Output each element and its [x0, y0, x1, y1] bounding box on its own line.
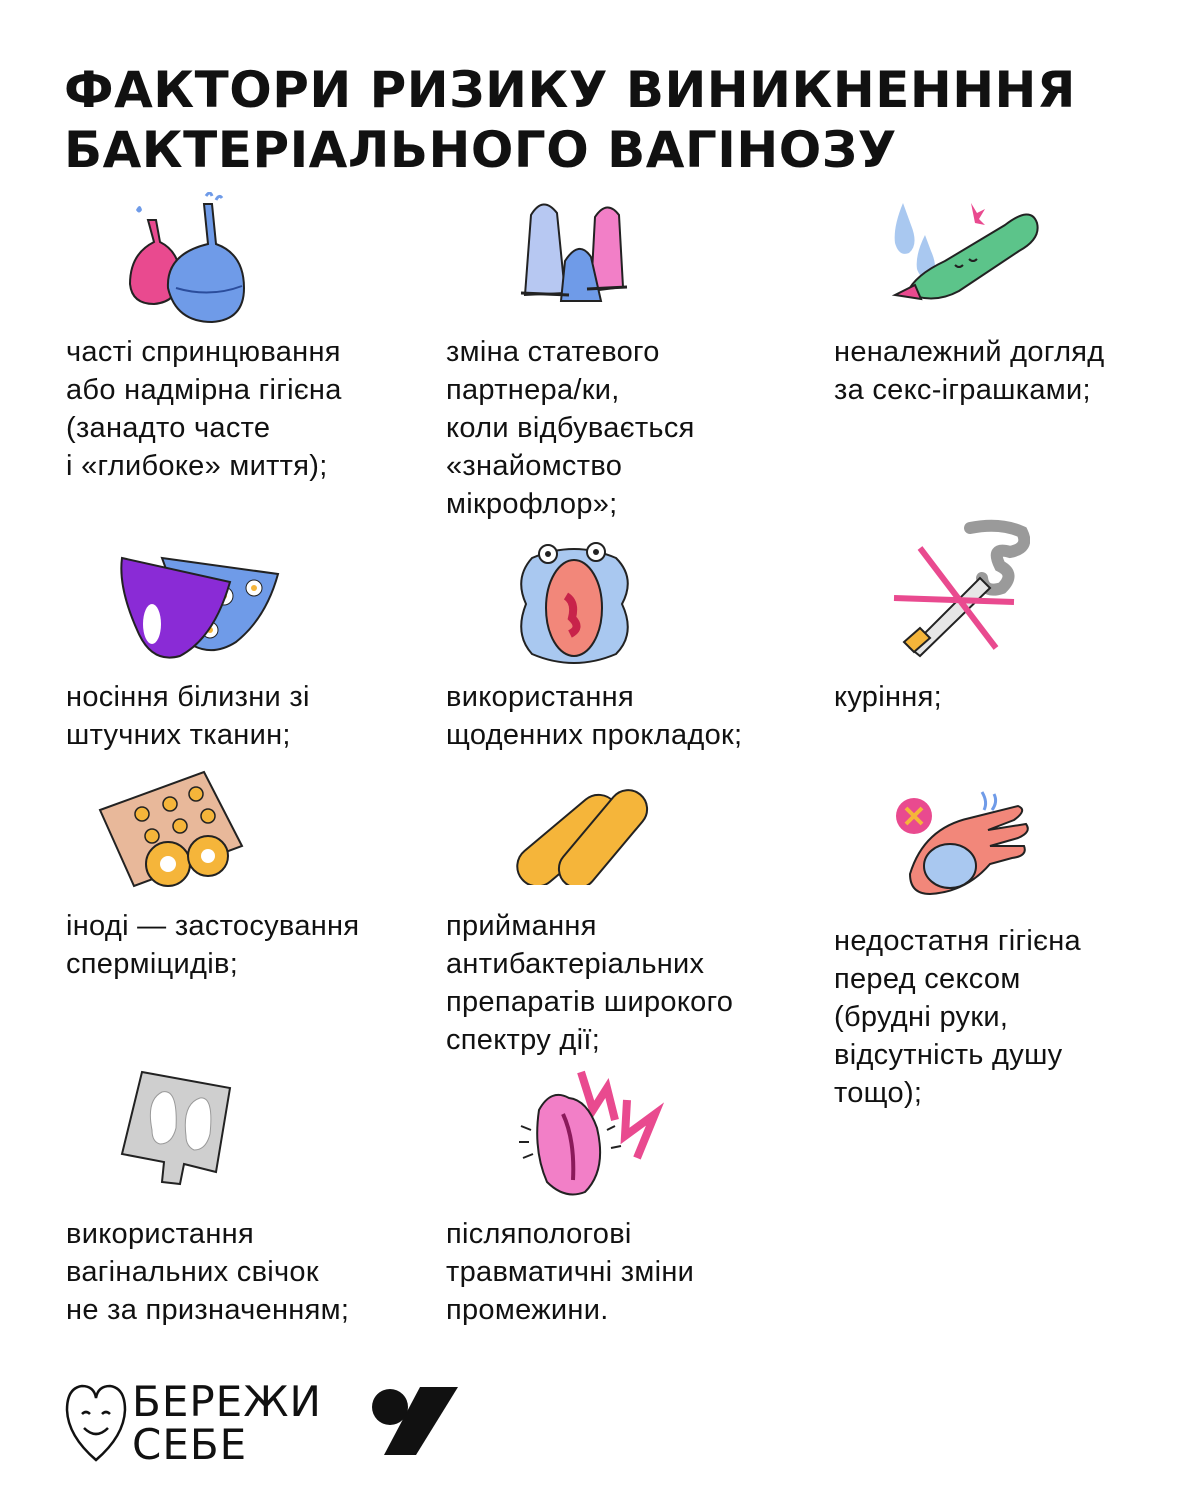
item-text: неналежний догляд за секс-іграшками; — [834, 336, 1105, 406]
condoms-icon — [505, 195, 645, 305]
item-text: післяпологові травматичні зміни промежини. — [446, 1218, 695, 1326]
title-line-1: ФАКТОРИ РИЗИКУ ВИНИКНЕНННЯ — [64, 61, 1076, 119]
dirty-hand-icon — [890, 788, 1030, 903]
sex-toy-icon — [885, 195, 1045, 310]
item-text: зміна статевого партнера/ки, коли відбувається «знайомство мікрофлор»; — [446, 336, 695, 520]
item-text: носіння білизни зі штучних тканин; — [66, 681, 310, 751]
suppository-blister-icon — [112, 1068, 237, 1193]
pad-icon — [512, 538, 637, 673]
brand-line-1: БЕРЕЖИ — [132, 1377, 322, 1426]
item-text: куріння; — [834, 681, 942, 713]
item-text: недостатня гігієна перед сексом (брудні руки, відсутність душу тощо); — [834, 925, 1081, 1109]
item-text: іноді — застосування сперміцидів; — [66, 910, 360, 980]
title-line-2: БАКТЕРІАЛЬНОГО ВАГІНОЗУ — [64, 121, 897, 179]
partner-logo-icon — [370, 1385, 460, 1457]
brand-line-2: СЕБЕ — [132, 1420, 248, 1469]
brand-name — [132, 1377, 322, 1469]
spermicide-pills-icon — [94, 770, 244, 895]
item-text: часті спринцювання або надмірна гігієна (занадто часте і «глибоке» миття); — [66, 336, 342, 482]
capsules-icon — [515, 780, 655, 885]
douche-bulbs-icon — [120, 192, 250, 327]
no-smoking-icon — [890, 518, 1030, 658]
vulva-trauma-icon — [515, 1070, 665, 1200]
item-text: використання вагінальних свічок не за призначенням; — [66, 1218, 350, 1326]
item-text: використання щоденних прокладок; — [446, 681, 743, 751]
heart-face-logo-icon — [64, 1382, 128, 1462]
page-title — [64, 60, 1164, 180]
underwear-icon — [118, 548, 280, 663]
item-text: приймання антибактеріальних препаратів широкого спектру дії; — [446, 910, 734, 1056]
